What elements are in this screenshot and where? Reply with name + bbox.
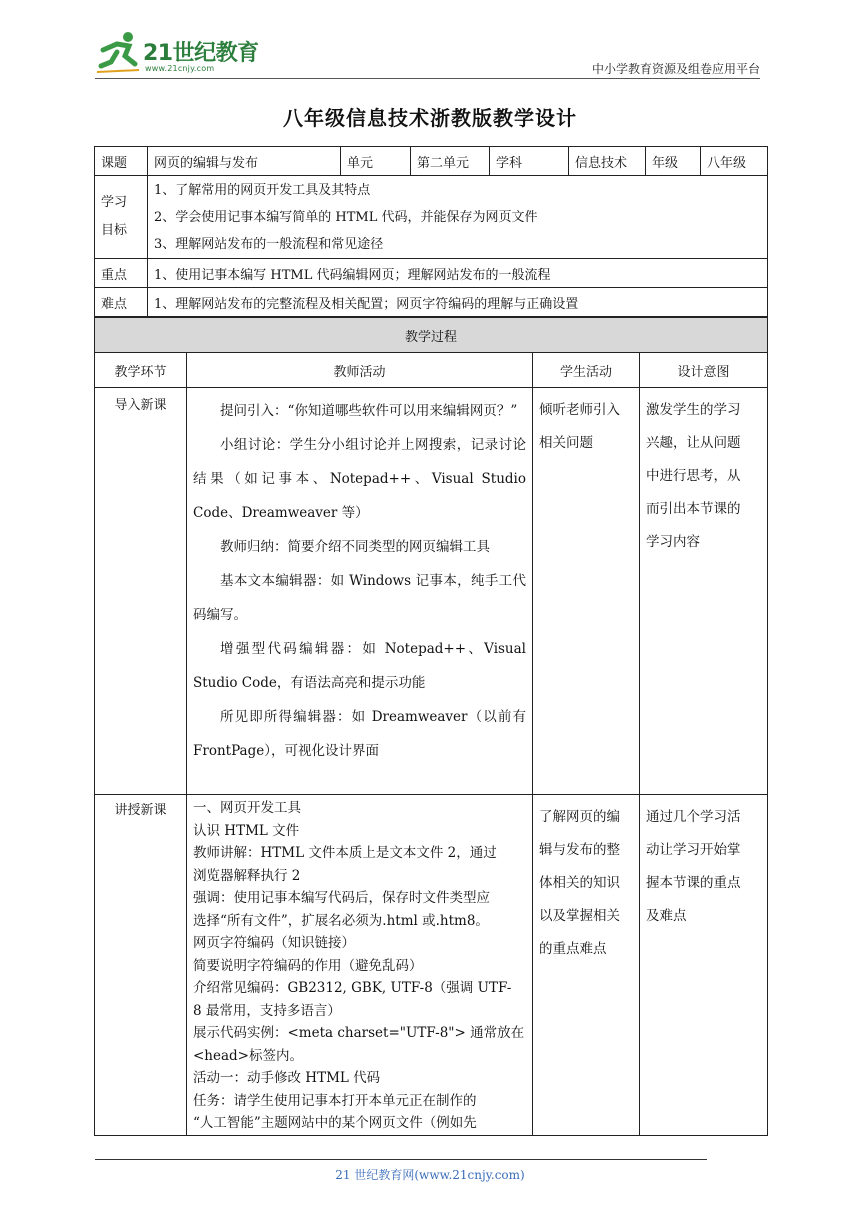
grade-label: 年级 <box>646 147 701 176</box>
teacher-line: 8 最常用，支持多语言） <box>193 1002 341 1019</box>
teacher-activity <box>187 795 533 1136</box>
teacher-line: 一、网页开发工具 <box>193 800 301 816</box>
goals-label-line: 学习 <box>101 195 128 210</box>
logo-text: 21世纪教育 <box>143 41 259 66</box>
intent-line: 中进行思考，从 <box>646 468 741 484</box>
goal-item: 2、学会使用记事本编写简单的 HTML 代码，并能保存为网页文件 <box>154 209 538 225</box>
teacher-line: 强调：使用记事本编写代码后，保存时文件类型应 <box>193 890 490 906</box>
difficulty-label: 难点 <box>95 288 148 317</box>
key-value: 1、使用记事本编写 HTML 代码编辑网页；理解网站发布的一般流程 <box>148 259 768 288</box>
subject-label: 学科 <box>490 147 569 176</box>
goals-list <box>148 176 768 259</box>
goals-label-line: 目标 <box>101 223 128 238</box>
unit-value: 第二单元 <box>411 147 490 176</box>
student-line: 倾听老师引入 <box>539 402 620 418</box>
intent-line: 兴趣，让从问题 <box>646 435 741 451</box>
teacher-activity <box>187 388 533 795</box>
goal-item: 1、了解常用的网页开发工具及其特点 <box>154 182 371 198</box>
student-activity <box>533 388 640 795</box>
table-row <box>95 388 768 795</box>
column-header: 设计意图 <box>640 353 768 388</box>
teacher-paragraph: 增强型代码编辑器：如 Notepad++、Visual Studio Code，有语法高亮和提示功能 <box>193 641 526 691</box>
design-intent <box>640 388 768 795</box>
student-line: 辑与发布的整 <box>539 842 620 858</box>
teacher-line: 选择“所有文件”，扩展名必须为.html 或.htm8。 <box>193 912 489 929</box>
teacher-line: 展示代码实例：<meta charset="UTF-8"> 通常放在 <box>193 1025 525 1041</box>
teacher-line: 任务：请学生使用记事本打开本单元正在制作的 <box>193 1092 477 1109</box>
student-line: 相关问题 <box>539 435 593 451</box>
design-intent <box>640 795 768 1136</box>
teacher-line: <head>标签内。 <box>193 1047 303 1064</box>
goals-label <box>95 176 148 259</box>
subject-value: 信息技术 <box>569 147 646 176</box>
runner-logo-icon <box>95 30 143 74</box>
student-line: 的重点难点 <box>539 941 607 957</box>
teacher-line: 介绍常见编码：GB2312, GBK, UTF-8（强调 UTF- <box>193 980 512 996</box>
intent-line: 而引出本节课的 <box>646 501 741 517</box>
teacher-paragraph: 教师归纳：简要介绍不同类型的网页编辑工具 <box>220 539 490 555</box>
teacher-line: 活动一：动手修改 HTML 代码 <box>193 1070 381 1086</box>
course-label: 课题 <box>95 147 148 176</box>
teacher-line: 认识 HTML 文件 <box>193 822 300 839</box>
process-table <box>94 317 768 1136</box>
column-header: 教学环节 <box>95 353 187 388</box>
teacher-line: 教师讲解：HTML 文件本质上是文本文件 2，通过 <box>193 845 497 861</box>
teacher-paragraph: 所见即所得编辑器：如 Dreamweaver（以前有 FrontPage），可视化设计界面 <box>193 709 526 759</box>
intent-line: 通过几个学习活 <box>646 809 741 825</box>
course-value: 网页的编辑与发布 <box>148 147 341 176</box>
table-row <box>95 318 768 353</box>
intent-line: 动让学习开始掌 <box>646 842 741 858</box>
student-line: 以及掌握相关 <box>539 908 620 924</box>
teacher-paragraph: 小组讨论：学生分小组讨论并上网搜索，记录讨论结果（如记事本、Notepad++、Visual Studio Code、Dreamweaver 等） <box>193 437 526 521</box>
column-header: 教师活动 <box>187 353 533 388</box>
table-row <box>95 259 768 288</box>
stage-cell: 导入新课 <box>95 388 187 795</box>
intent-line: 激发学生的学习 <box>646 402 741 418</box>
teacher-line: “人工智能”主题网站中的某个网页文件（例如先 <box>193 1115 477 1131</box>
table-row <box>95 288 768 317</box>
header-divider <box>95 78 760 79</box>
teacher-paragraph: 基本文本编辑器：如 Windows 记事本，纯手工代码编写。 <box>193 573 526 623</box>
column-header: 学生活动 <box>533 353 640 388</box>
key-label: 重点 <box>95 259 148 288</box>
footer-link[interactable]: 21 世纪教育网(www.21cnjy.com) <box>335 1168 525 1182</box>
footer-divider <box>95 1159 707 1160</box>
goal-item: 3、理解网站发布的一般流程和常见途径 <box>154 236 384 252</box>
teacher-line: 浏览器解释执行 2 <box>193 867 301 884</box>
table-row <box>95 147 768 176</box>
platform-name: 中小学教育资源及组卷应用平台 <box>591 62 760 76</box>
teacher-paragraph: 提问引入：“你知道哪些软件可以用来编辑网页？” <box>220 403 518 419</box>
page-title: 八年级信息技术浙教版教学设计 <box>283 106 577 130</box>
teacher-line: 简要说明字符编码的作用（避免乱码） <box>193 957 423 974</box>
intent-line: 学习内容 <box>646 534 700 550</box>
table-row <box>95 795 768 1136</box>
student-activity <box>533 795 640 1136</box>
grade-value: 八年级 <box>701 147 768 176</box>
stage-cell: 讲授新课 <box>95 795 187 1136</box>
student-line: 体相关的知识 <box>539 875 620 891</box>
page-header <box>95 30 760 80</box>
intent-line: 及难点 <box>646 908 687 924</box>
logo-url: www.21cnjy.com <box>145 64 215 73</box>
process-title: 教学过程 <box>95 318 768 353</box>
table-row <box>95 176 768 259</box>
info-table <box>94 146 768 317</box>
difficulty-value: 1、理解网站发布的完整流程及相关配置；网页字符编码的理解与正确设置 <box>148 288 768 317</box>
unit-label: 单元 <box>341 147 411 176</box>
logo <box>95 30 265 76</box>
intent-line: 握本节课的重点 <box>646 875 741 891</box>
student-line: 了解网页的编 <box>539 809 620 825</box>
teacher-line: 网页字符编码（知识链接） <box>193 935 355 951</box>
table-row <box>95 353 768 388</box>
